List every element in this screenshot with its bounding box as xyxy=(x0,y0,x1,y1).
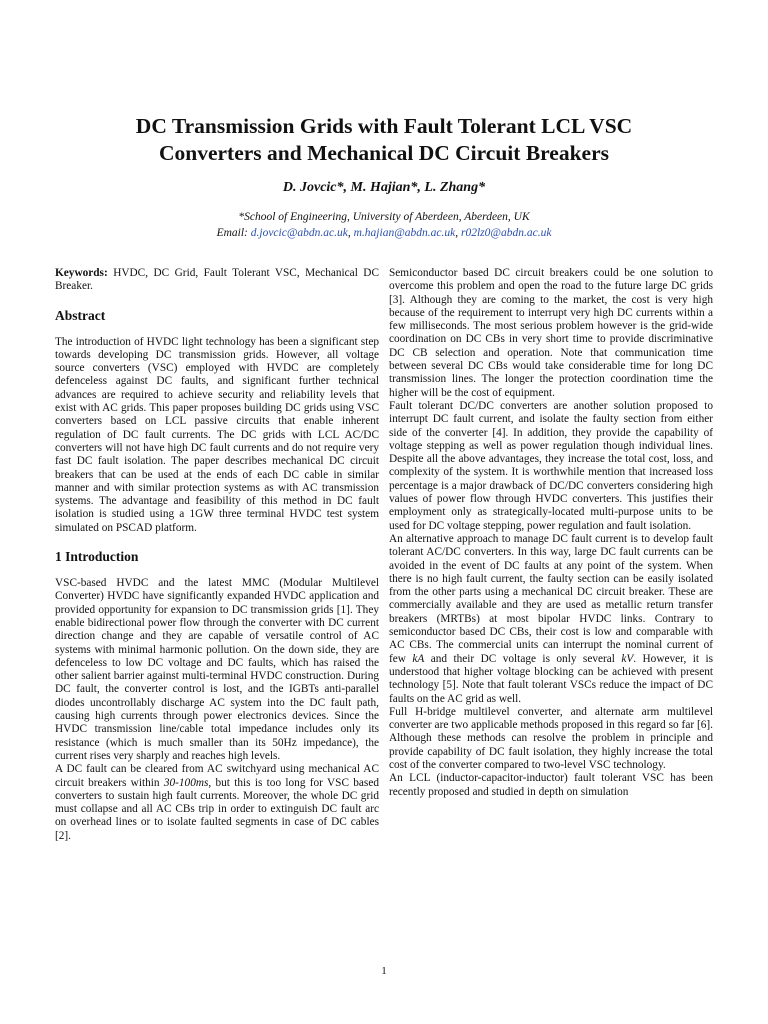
abstract-text: The introduction of HVDC light technology has been a significant step towards developing DC transmission grids. However, all voltage source converters (VSC) employed with HVDC are completely defenceless against DC faults, and significant further technical advances are required to achieve security and reliability levels that exist with AC grids. This paper proposes building DC grids using VSC converters based on LCL passive circuits that enable inherent regulation of DC fault currents. The DC grids with LCL AC/DC converters will not have high DC fault currents and do not require very fast DC fault isolation. The paper describes mechanical DC circuit breakers that can be used at the ends of each DC cable in similar manner and with similar protection systems as with AC transmission systems. The advantage and feasibility of this method in DC fault isolation is studied using a 1GW three terminal HVDC test system simulated on PSCAD platform. xyxy=(55,335,379,534)
email-label: Email: xyxy=(216,227,248,239)
right-paragraph-4: Full H-bridge multilevel converter, and alternate arm multilevel converter are two applicable methods proposed in this regard so far [6]. Although these methods can resolve the problem in principle and provide capability of DC fault isolation, they highly increase the total cost of the converter compared to two-level VSC technology. xyxy=(389,705,713,771)
title-line-1: DC Transmission Grids with Fault Tolerant LCL VSC xyxy=(135,114,633,138)
right-paragraph-5: An LCL (inductor-capacitor-inductor) fault tolerant VSC has been recently proposed and studied in depth on simulation xyxy=(389,772,713,798)
paper-title xyxy=(60,113,708,167)
intro-p2-text-a: A DC fault can be cleared from AC switchyard using mechanical AC circuit breakers within xyxy=(55,763,379,789)
abstract-heading: Abstract xyxy=(55,307,106,323)
right-p3-emphasis-2: kV xyxy=(621,652,634,665)
title-line-2: Converters and Mechanical DC Circuit Breakers xyxy=(158,141,610,165)
right-paragraph-2: Fault tolerant DC/DC converters are another solution proposed to interrupt DC fault current, and isolate the faulty section from either side of the converter [4]. In addition, they provide the capability of voltage stepping as well as power regulation though individual lines. Despite all the above advantages, they increase the total cost, loss, and complexity of the system. It is worthwhile mention that increased loss percentage is a major drawback of DC/DC converters considering high values of power flow through HVDC converters. This justifies their employment only as strategically-located multi-purpose units to be used for DC voltage stepping, power regulation and fault isolation. xyxy=(389,399,713,532)
intro-p2-emphasis: 30-100ms xyxy=(163,776,209,789)
left-column xyxy=(55,267,379,843)
right-p3-text-b: and their DC voltage is only several xyxy=(424,652,622,665)
right-p3-text-a: An alternative approach to manage DC fault current is to develop fault tolerant AC/DC converters. In this way, large DC fault currents can be avoided in the event of DC faults at any point of the system. When there is no high fault current, the faulty section can be easily isolated from the other parts using a mechanical DC circuit breaker. These are commercially available and they are used as metallic return transfer breakers (MRTBs) at most bipolar HVDC links. Contrary to semiconductor based DC CBs, their cost is low and comparable with AC CBs. The commercial units can interrupt the nominal current of few xyxy=(389,532,713,665)
right-p3-emphasis-1: kA xyxy=(412,652,425,665)
intro-p2-text-b: , but this is too long for VSC based converters to sustain high fault currents. Moreover, the whole DC grid must collapse and all AC CBs trip in order to extinguish DC fault arc on overhead lines or to isolate faulted segments in case of DC cables [2]. xyxy=(55,776,379,842)
intro-paragraph-1: VSC-based HVDC and the latest MMC (Modular Multilevel Converter) HVDC have significantly expanded HVDC application and provided opportunity for expansion to DC transmission grids [1]. They enable bidirectional power flow through the converter with DC current direction change and they are capable of versatile control of AC systems with minimal harmonic pollution. On the down side, they are defenceless to low DC voltage and DC faults, which has raised the other salient barrier against multi-terminal HVDC construction. During DC fault, the converter control is lost, and the IGBTs anti-parallel diodes uncontrollably discharge AC system into the DC fault path, causing high currents through power electronics devices. Since the HVDC transmission line/cable total impedance includes only its resistance (which is much smaller than its 50Hz impedance), the current rises very sharply and reaches high levels. xyxy=(55,577,379,762)
right-column xyxy=(389,267,713,799)
email-link-3[interactable]: r02lz0@abdn.ac.uk xyxy=(460,227,552,239)
email-link-1[interactable]: d.jovcic@abdn.ac.uk xyxy=(250,227,348,239)
page-number: 1 xyxy=(381,965,387,977)
author-list: D. Jovcic*, M. Hajian*, L. Zhang* xyxy=(282,180,486,195)
keywords-label: Keywords: xyxy=(55,267,108,279)
email-link-2[interactable]: m.hajian@abdn.ac.uk xyxy=(353,227,456,239)
intro-paragraph-2 xyxy=(55,763,379,843)
email-line: Email: d.jovcic@abdn.ac.uk, m.hajian@abdn.ac.uk, r02lz0@abdn.ac.uk xyxy=(216,227,552,239)
keywords xyxy=(55,267,379,294)
affiliation: *School of Engineering, University of Aberdeen, Aberdeen, UK xyxy=(238,211,530,223)
keywords-text: HVDC, DC Grid, Fault Tolerant VSC, Mechanical DC Breaker. xyxy=(55,267,379,293)
introduction-heading: 1 Introduction xyxy=(55,549,139,565)
right-p3-text-c: . However, it is understood that higher voltage blocking can be achieved with present technology [5]. Note that fault tolerant VSCs reduce the impact of DC faults on the AC grid as well. xyxy=(389,652,713,705)
right-paragraph-3 xyxy=(389,533,713,706)
right-paragraph-1: Semiconductor based DC circuit breakers could be one solution to overcome this problem and open the road to the future large DC grids [3]. Although they are coming to the market, the cost is very high because of the requirement to interrupt very high DC currents within a few milliseconds. The most serious problem however is the grid-wide coordination on DC CBs in very short time to provide discriminative DC CB selection and operation. Note that communication time between several DC CBs would take considerable time for long DC transmission lines. The longer the protection coordination time the higher will be the cost of equipment. xyxy=(389,267,713,399)
